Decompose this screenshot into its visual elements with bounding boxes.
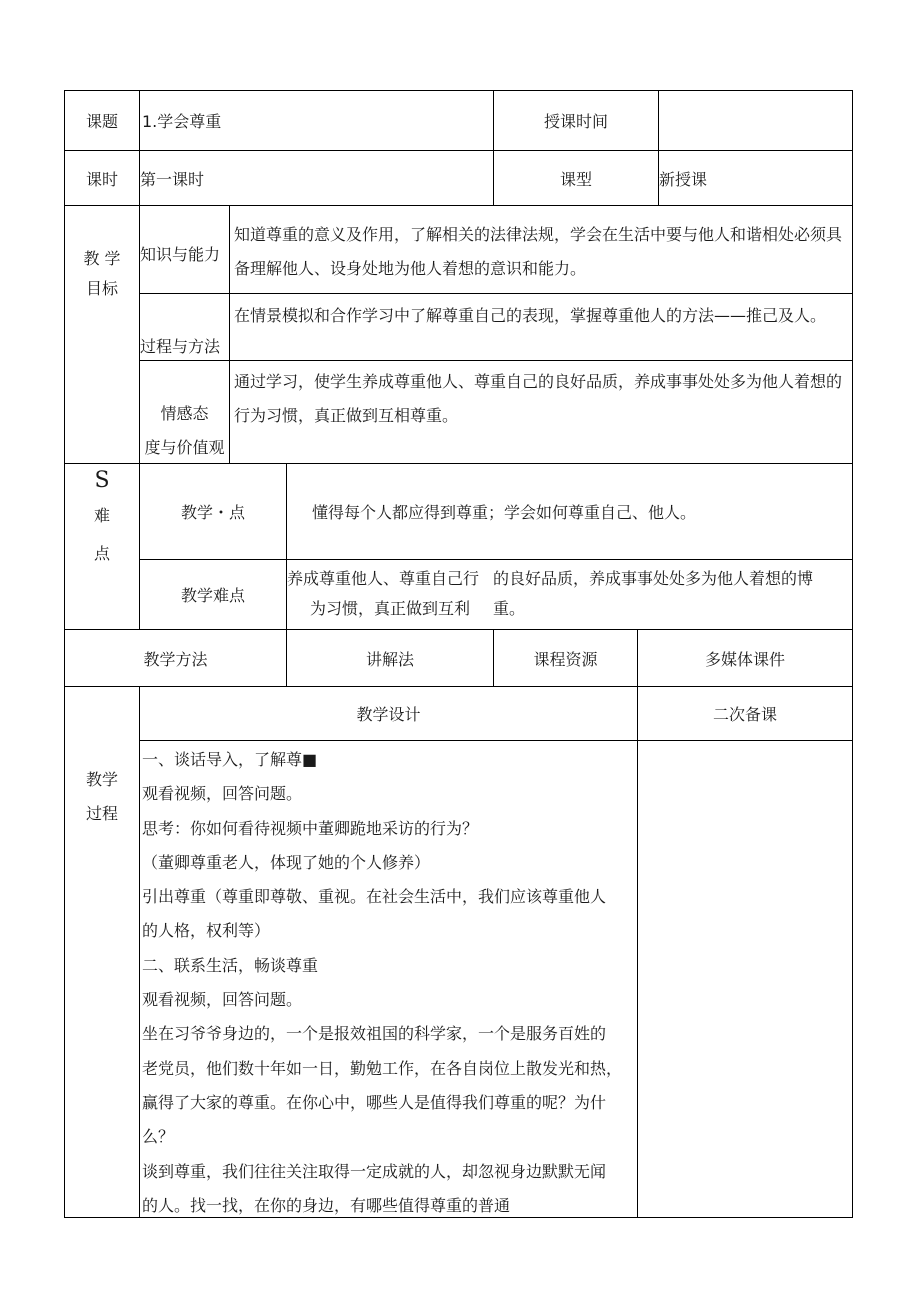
difficult-point-label: 教学难点 bbox=[139, 559, 286, 629]
process-line: 观看视频，回答问题。 bbox=[142, 990, 303, 1010]
difficult-left-line1: 养成尊重他人、尊重自己行 bbox=[287, 569, 480, 588]
process-line: 坐在习爷爷身边的，一个是报效祖国的科学家，一个是服务百姓的 bbox=[142, 1024, 607, 1044]
process-label bbox=[64, 686, 139, 1218]
difficult-point-text-right bbox=[493, 559, 853, 629]
period-label: 课时 bbox=[64, 150, 139, 205]
design-header: 教学设计 bbox=[139, 686, 637, 740]
process-line: 老党员，他们数十年如一日，勤勉工作，在各自岗位上散发光和热， bbox=[142, 1058, 623, 1078]
period-value: 第一课时 bbox=[139, 150, 493, 205]
keypoints-label-dian: 点 bbox=[93, 544, 110, 563]
process-label-line2: 过程 bbox=[85, 804, 118, 823]
process-method-text: 在情景模拟和合作学习中了解尊重自己的表现，掌握尊重他人的方法——推己及人。 bbox=[229, 293, 853, 360]
knowledge-label: 知识与能力 bbox=[139, 205, 229, 293]
topic-label: 课题 bbox=[64, 90, 139, 150]
type-label: 课型 bbox=[493, 150, 658, 205]
design-content bbox=[139, 740, 637, 1218]
process-line: （董卿尊重老人，体现了她的个人修养） bbox=[142, 852, 431, 872]
emotion-label bbox=[139, 360, 229, 463]
objectives-label bbox=[64, 205, 139, 463]
process-line: 思考：你如何看待视频中董卿跪地采访的行为？ bbox=[142, 818, 479, 838]
emotion-text: 通过学习，使学生养成尊重他人、尊重自己的良好品质，养成事事处处多为他人着想的行为习惯，真正做到互相尊重。 bbox=[229, 360, 853, 463]
process-method-label: 过程与方法 bbox=[139, 293, 229, 360]
second-prep-content bbox=[637, 740, 853, 1218]
method-value: 讲解法 bbox=[286, 629, 493, 686]
process-line: 观看视频，回答问题。 bbox=[142, 784, 303, 804]
process-line: 引出尊重（尊重即尊敬、重视。在社会生活中，我们应该尊重他人 bbox=[142, 887, 607, 907]
difficult-point-text-left bbox=[286, 559, 493, 629]
process-line: 么？ bbox=[142, 1127, 175, 1147]
lesson-plan-table bbox=[64, 90, 853, 1218]
objectives-label-line1: 教 学 bbox=[83, 249, 121, 268]
keypoints-label-s: S bbox=[94, 468, 110, 493]
keypoints-label-nan: 难 bbox=[93, 506, 110, 525]
keypoints-label bbox=[64, 463, 139, 629]
process-line: 一、谈话导入，了解尊■ bbox=[142, 750, 318, 769]
difficult-left-line2: 为习惯，真正做到互利 bbox=[309, 599, 470, 618]
resource-value: 多媒体课件 bbox=[637, 629, 853, 686]
process-line: 的人。找一找，在你的身边，有哪些值得尊重的普通 bbox=[142, 1195, 511, 1215]
method-label: 教学方法 bbox=[64, 629, 286, 686]
second-prep-header: 二次备课 bbox=[637, 686, 853, 740]
knowledge-text: 知道尊重的意义及作用，了解相关的法律法规，学会在生活中要与他人和谐相处必须具备理解他人、设身处地为他人着想的意识和能力。 bbox=[229, 205, 853, 293]
process-line: 谈到尊重，我们往往关注取得一定成就的人，却忽视身边默默无闻 bbox=[142, 1161, 607, 1181]
topic-value: 1.学会尊重 bbox=[139, 90, 493, 150]
key-point-label: 教学・点 bbox=[139, 463, 286, 559]
objectives-label-line2: 目标 bbox=[85, 279, 118, 298]
difficult-right-line2: 重。 bbox=[493, 599, 526, 618]
time-value bbox=[658, 90, 853, 150]
emotion-label-line2: 度与价值观 bbox=[144, 438, 225, 457]
process-line: 的人格，权利等） bbox=[142, 921, 271, 941]
process-line: 二、联系生活，畅谈尊重 bbox=[142, 955, 319, 975]
emotion-label-line1: 情感态 bbox=[160, 404, 209, 423]
type-value: 新授课 bbox=[658, 150, 853, 205]
key-point-text: 懂得每个人都应得到尊重；学会如何尊重自己、他人。 bbox=[286, 463, 853, 559]
time-label: 授课时间 bbox=[493, 90, 658, 150]
difficult-right-line1: 的良好品质，养成事事处处多为他人着想的博 bbox=[493, 569, 814, 588]
process-line: 赢得了大家的尊重。在你心中，哪些人是值得我们尊重的呢？为什 bbox=[142, 1092, 607, 1112]
process-label-line1: 教学 bbox=[85, 770, 118, 789]
resource-label: 课程资源 bbox=[493, 629, 637, 686]
